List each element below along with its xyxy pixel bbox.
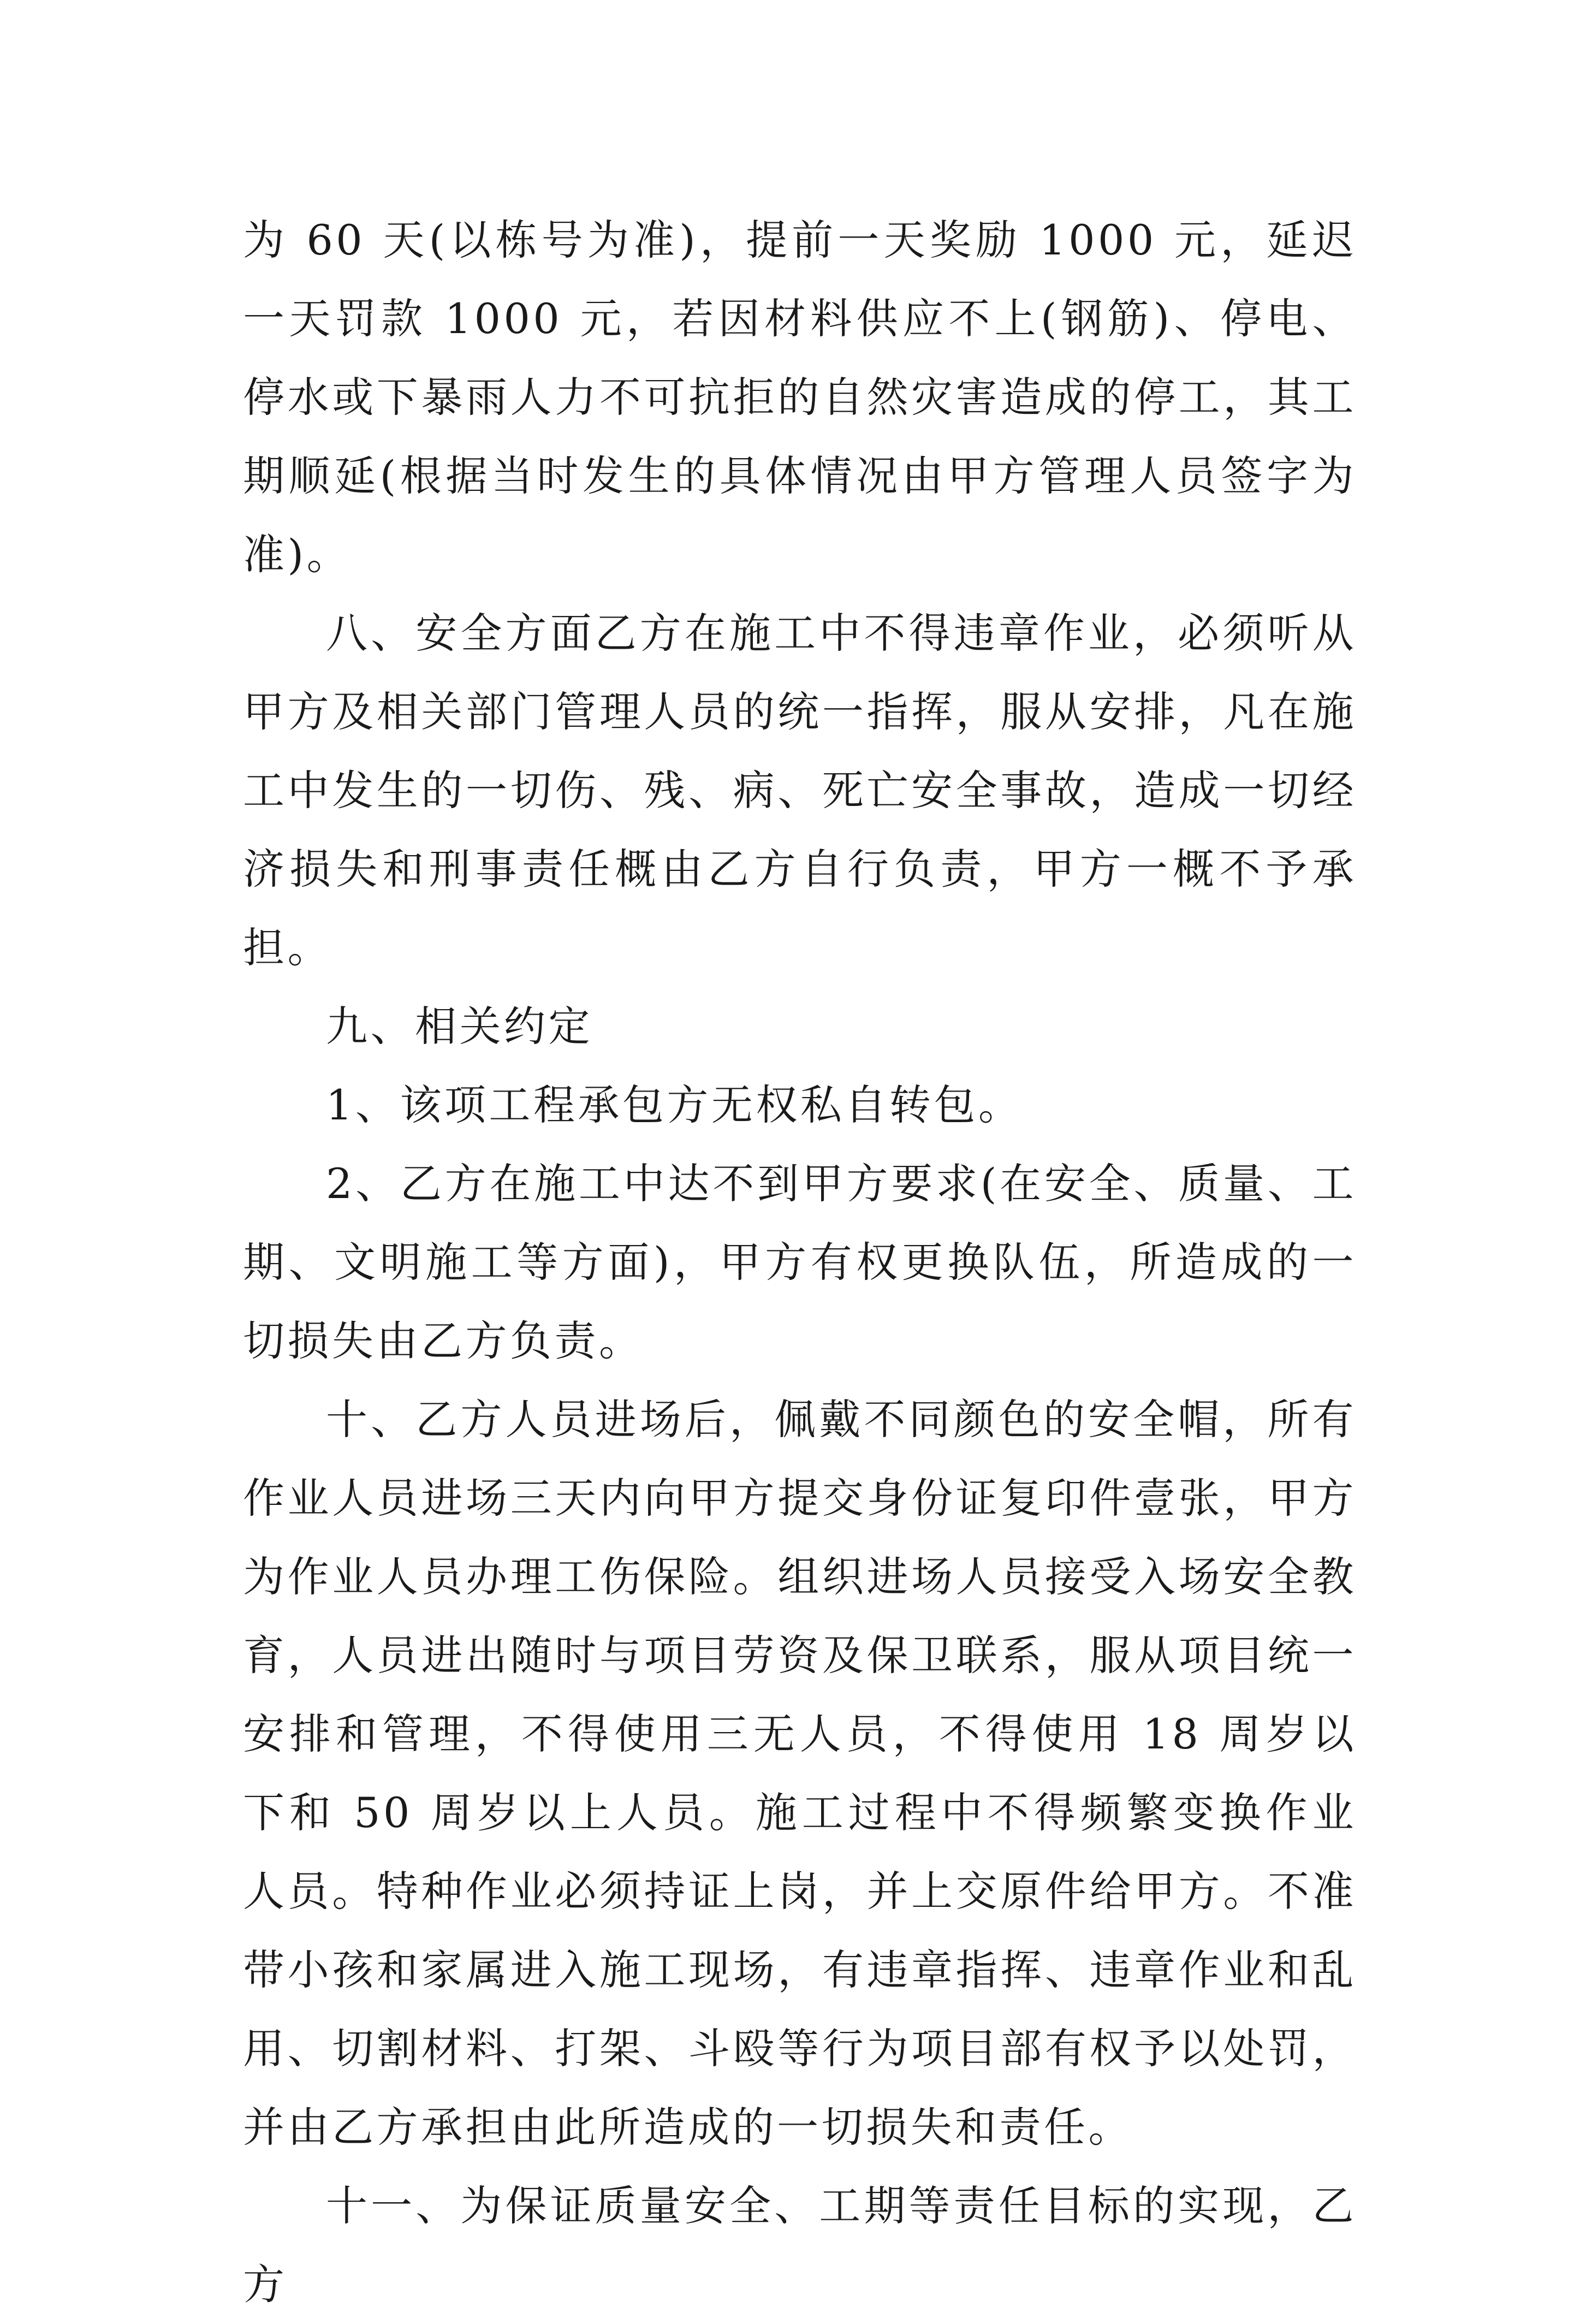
paragraph-clause-9-item-1: 1、该项工程承包方无权私自转包。	[326, 1081, 1023, 1129]
paragraph-safety-clause-8: 八、安全方面乙方在施工中不得违章作业，必须听从甲方及相关部门管理人员的统一指挥，服从安排，凡在施工中发生的一切伤、残、病、死亡安全事故，造成一切经济损失和刑事责任概由乙方自行负责，甲方一概不予承担。	[243, 609, 1357, 972]
heading-clause-9: 九、相关约定	[326, 1002, 593, 1051]
contract-body-text	[243, 201, 1357, 2324]
paragraph-clause-9-item-2: 2、乙方在施工中达不到甲方要求(在安全、质量、工期、文明施工等方面)，甲方有权更换队伍，所造成的一切损失由乙方负责。	[243, 1159, 1357, 1365]
paragraph-schedule-penalty: 为 60 天(以栋号为准)，提前一天奖励 1000 元，延迟一天罚款 1000 元，若因材料供应不上(钢筋)、停电、停水或下暴雨人力不可抗拒的自然灾害造成的停工，其工期顺延(根据当时发生的具体情况由甲方管理人员签字为准)。	[243, 216, 1357, 579]
paragraph-personnel-clause-10: 十、乙方人员进场后，佩戴不同颜色的安全帽，所有作业人员进场三天内向甲方提交身份证复印件壹张，甲方为作业人员办理工伤保险。组织进场人员接受入场安全教育，人员进出随时与项目劳资及保卫联系，服从项目统一安排和管理，不得使用三无人员，不得使用 18 周岁以下和 50 周岁以上人员。施工过程中不得频繁变换作业人员。特种作业必须持证上岗，并上交原件给甲方。不准带小孩和家属进入施工现场，有违章指挥、违章作业和乱用、切割材料、打架、斗殴等行为项目部有权予以处罚，并由乙方承担由此所造成的一切损失和责任。	[243, 1395, 1357, 2151]
paragraph-clause-11-start: 十一、为保证质量安全、工期等责任目标的实现，乙方	[243, 2181, 1357, 2309]
